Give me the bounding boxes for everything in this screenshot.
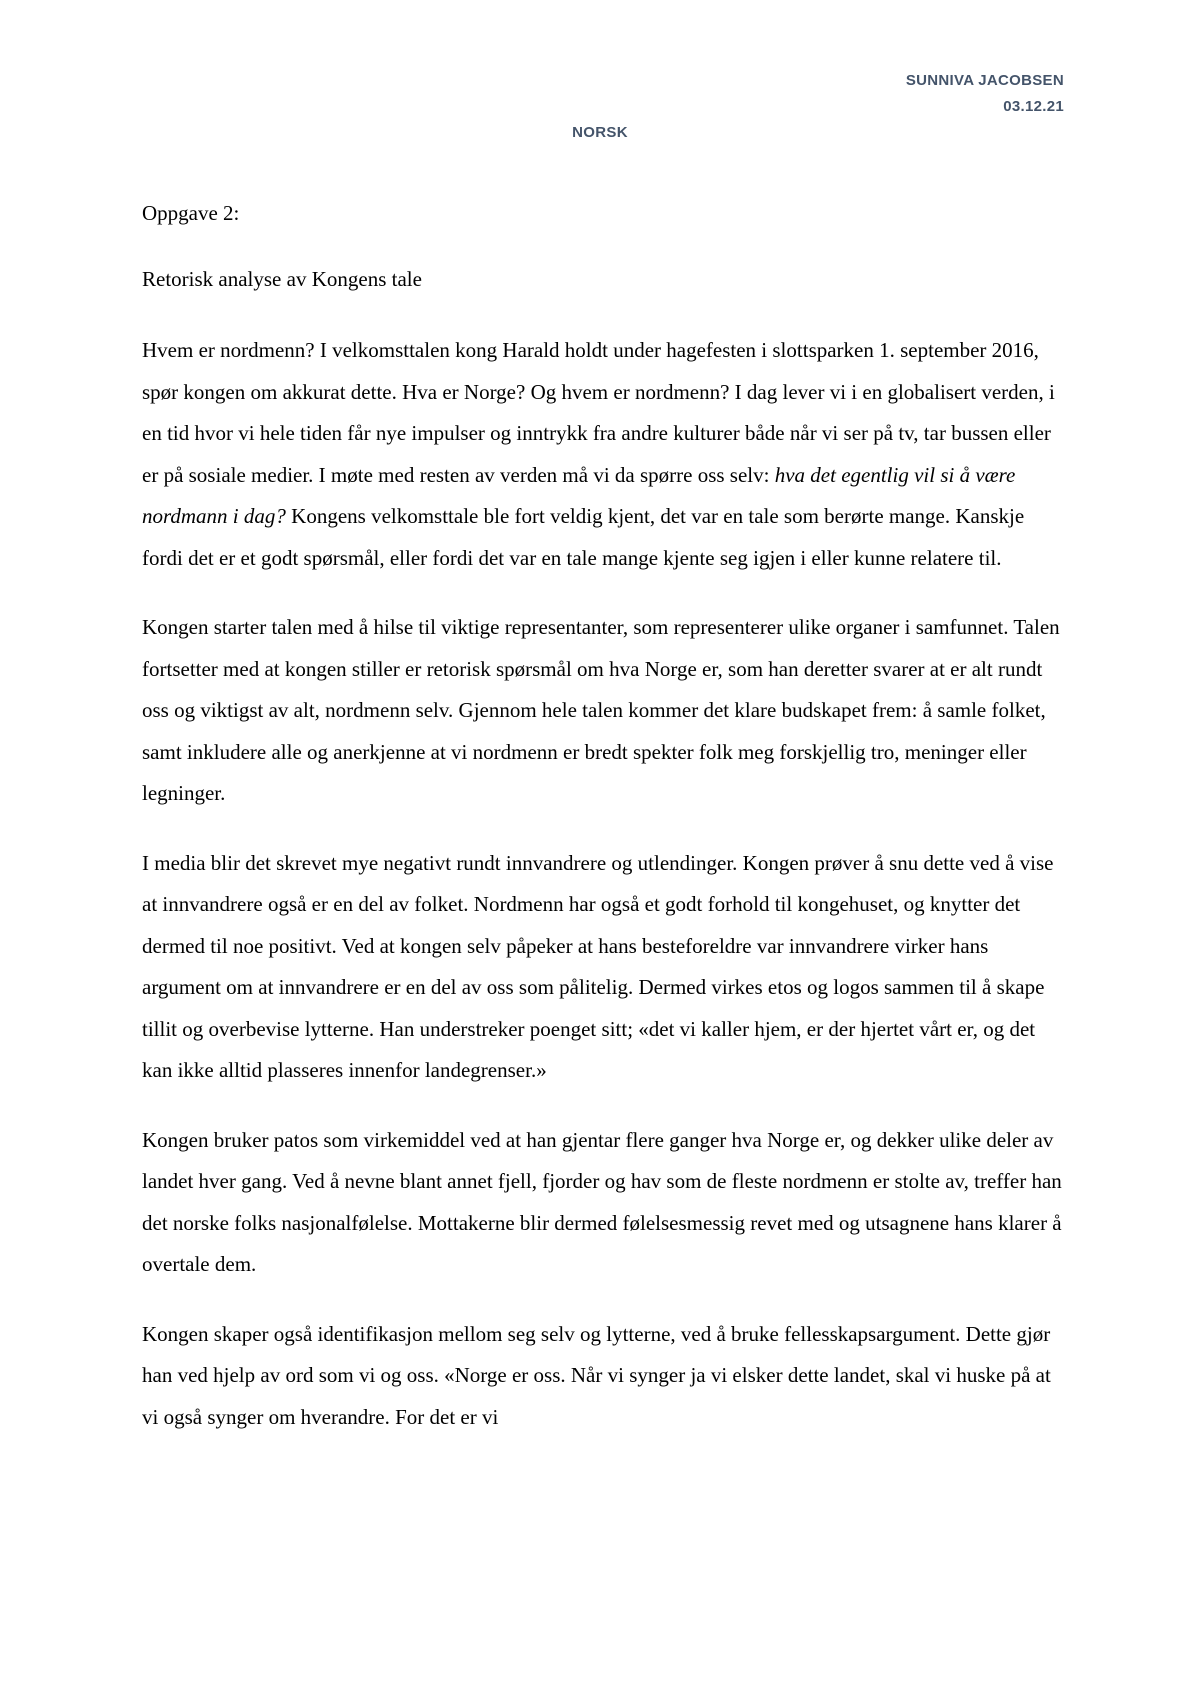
paragraph-1 (142, 330, 1067, 579)
document-title: Retorisk analyse av Kongens tale (142, 267, 422, 291)
paragraph-1-text-a: Hvem er nordmenn? I velkomsttalen kong Harald holdt under hagefesten i slottsparken 1. september 2016, spør kongen om akkurat dette. Hva er Norge? Og hvem er nordmenn? I dag lever vi i en globalisert verden, i en tid hvor vi hele tiden får nye impulser og inntrykk fra andre kulturer både når vi ser på tv, tar bussen eller er på sosiale medier. I møte med resten av verden må vi da spørre oss selv: (142, 338, 1055, 487)
paragraph-1-italic-question: hva det egentlig vil si å være nordmann i dag? (142, 462, 1016, 528)
document-body (142, 198, 1067, 1466)
author-name: SUNNIVA JACOBSEN (905, 72, 1064, 89)
subject-heading: NORSK (572, 124, 628, 141)
paragraph-4: Kongen bruker patos som virkemiddel ved at han gjentar flere ganger hva Norge er, og dekker ulike deler av landet hver gang. Ved å nevne blant annet fjell, fjorder og hav som de fleste nordmenn er stolte av, treffer han det norske folks nasjonalfølelse. Mottakerne blir dermed følelsesmessig revet med og utsagnene hans klarer å overtale dem. (142, 1127, 1062, 1276)
paragraph-3: I media blir det skrevet mye negativt rundt innvandrere og utlendinger. Kongen prøver å snu dette ved å vise at innvandrere også er en del av folket. Nordmenn har også et godt forhold til kongehuset, og knytter det dermed til noe positivt. Ved at kongen selv påpeker at hans besteforeldre var innvandrere virker hans argument om at innvandrere er en del av oss som pålitelig. Dermed virkes etos og logos sammen til å skape tillit og overbevise lytterne. Han understreker poenget sitt; «det vi kaller hjem, er der hjertet vårt er, og det kan ikke alltid plasseres innenfor landegrenser.» (142, 850, 1054, 1082)
paragraph-5: Kongen skaper også identifikasjon mellom seg selv og lytterne, ved å bruke fellesskapsargument. Dette gjør han ved hjelp av ord som vi og oss. «Norge er oss. Når vi synger ja vi elsker dette landet, skal vi huske på at vi også synger om hverandre. For det er vi (142, 1321, 1051, 1429)
task-label: Oppgave 2: (142, 201, 240, 225)
paragraph-2: Kongen starter talen med å hilse til viktige representanter, som representerer ulike organer i samfunnet. Talen fortsetter med at kongen stiller er retorisk spørsmål om hva Norge er, som han deretter svarer at er alt rundt oss og viktigst av alt, nordmenn selv. Gjennom hele talen kommer det klare budskapet frem: å samle folket, samt inkludere alle og anerkjenne at vi nordmenn er bredt spekter folk meg forskjellig tro, meninger eller legninger. (142, 615, 1060, 805)
document-date: 03.12.21 (1003, 98, 1064, 115)
paragraph-1-text-b: Kongens velkomsttale ble fort veldig kjent, det var en tale som berørte mange. Kanskje fordi det er et godt spørsmål, eller fordi det var en tale mange kjente seg igjen i eller kunne relatere til. (142, 504, 1025, 570)
